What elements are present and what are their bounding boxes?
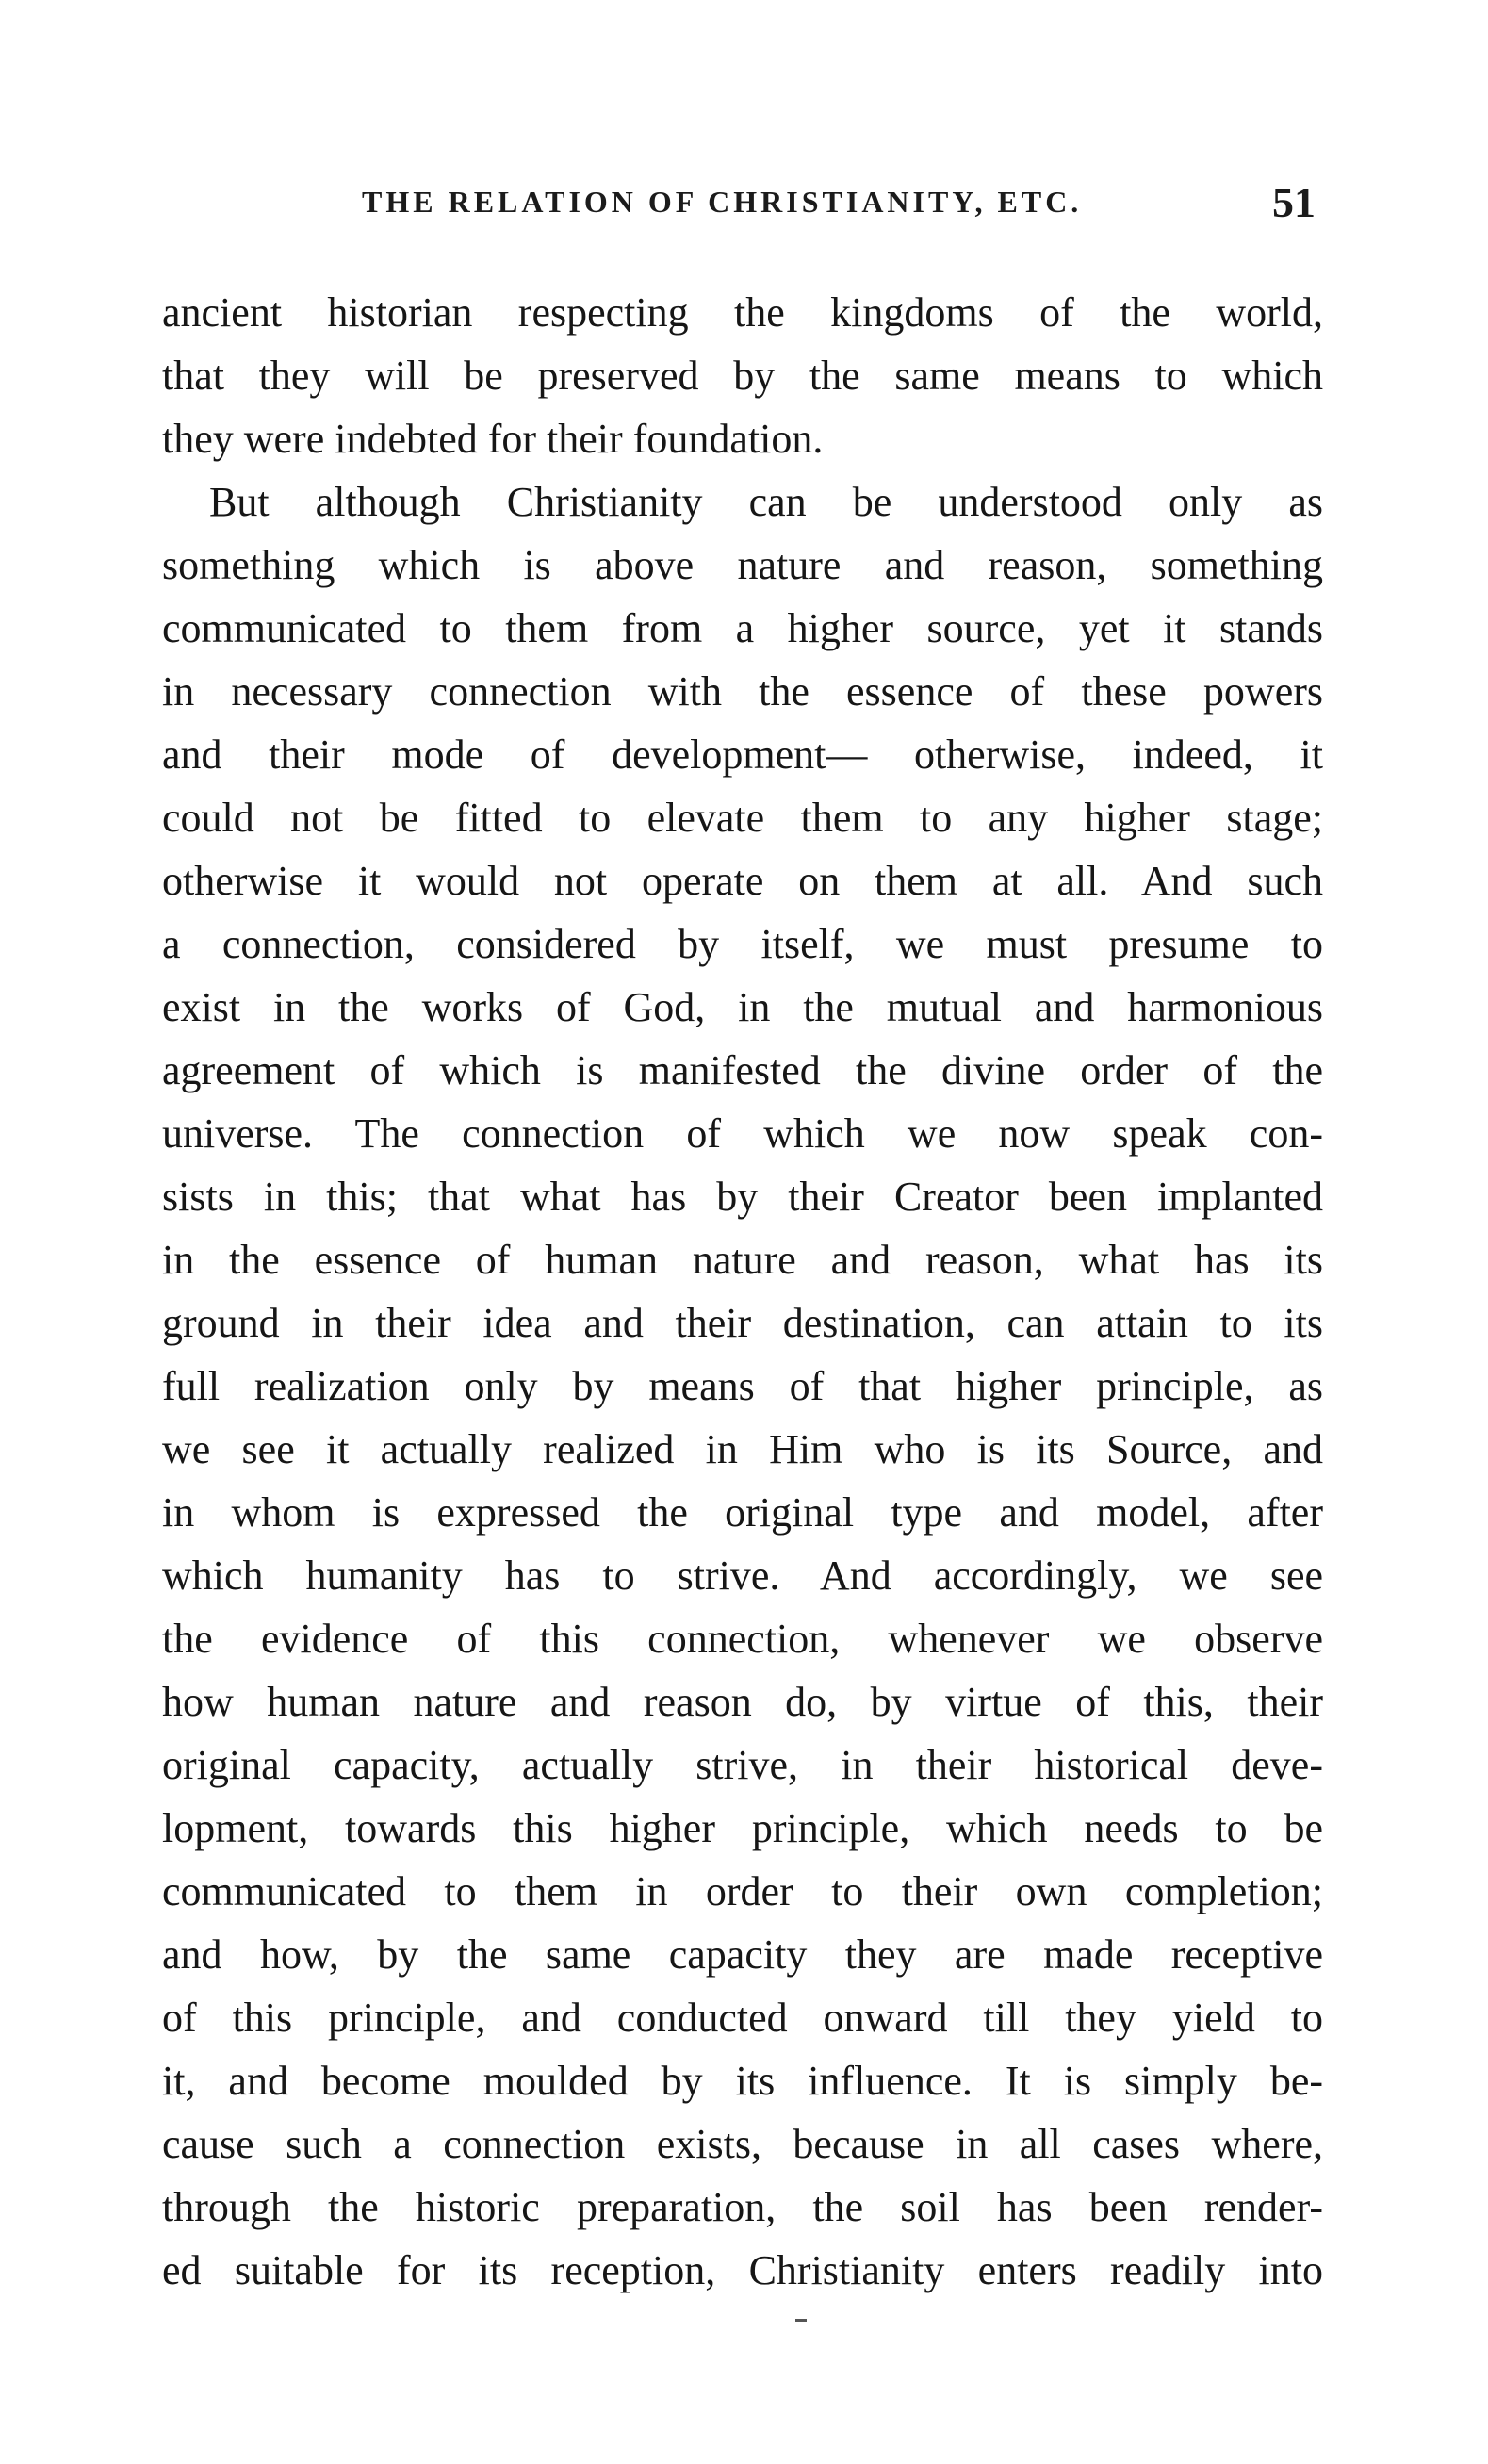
text-line: original capacity, actually strive, in their historical deve- bbox=[162, 1742, 1323, 1788]
text-line: the evidence of this connection, whenever we observe bbox=[162, 1616, 1323, 1662]
text-line: it, and become moulded by its influence. It is simply be- bbox=[162, 2058, 1323, 2104]
body-text bbox=[162, 281, 1323, 2302]
running-head: THE RELATION OF CHRISTIANITY, ETC. bbox=[362, 185, 1083, 219]
text-line: we see it actually realized in Him who is its Source, and bbox=[162, 1426, 1323, 1472]
page-number: 51 bbox=[1272, 178, 1316, 226]
text-line: which humanity has to strive. And accordingly, we see bbox=[162, 1552, 1323, 1599]
text-line: and their mode of development— otherwise, indeed, it bbox=[162, 731, 1323, 778]
text-line: universe. The connection of which we now speak con- bbox=[162, 1110, 1323, 1157]
text-line: through the historic preparation, the soil has been render- bbox=[162, 2184, 1323, 2230]
text-line: they were indebted for their foundation. bbox=[162, 416, 824, 462]
text-line: full realization only by means of that higher principle, as bbox=[162, 1363, 1323, 1409]
text-line: and how, by the same capacity they are made receptive bbox=[162, 1931, 1323, 1978]
text-line: of this principle, and conducted onward till they yield to bbox=[162, 1995, 1323, 2041]
text-line: that they will be preserved by the same means to which bbox=[162, 353, 1323, 399]
text-line: could not be fitted to elevate them to any higher stage; bbox=[162, 795, 1323, 841]
text-line: sists in this; that what has by their Creator been implanted bbox=[162, 1174, 1323, 1220]
text-line: ancient historian respecting the kingdoms of the world, bbox=[162, 289, 1323, 336]
text-line: in whom is expressed the original type and model, after bbox=[162, 1489, 1323, 1536]
text-line: ground in their idea and their destination, can attain to its bbox=[162, 1300, 1323, 1346]
text-line: cause such a connection exists, because in all cases where, bbox=[162, 2121, 1323, 2167]
text-line: agreement of which is manifested the divine order of the bbox=[162, 1047, 1323, 1093]
text-line: exist in the works of God, in the mutual and harmonious bbox=[162, 984, 1323, 1030]
text-line: ed suitable for its reception, Christianity enters readily into bbox=[162, 2247, 1323, 2293]
text-line: lopment, towards this higher principle, which needs to be bbox=[162, 1805, 1323, 1851]
text-line: But although Christianity can be understood only as bbox=[209, 479, 1323, 525]
text-line: communicated to them from a higher source, yet it stands bbox=[162, 605, 1323, 651]
text-line: otherwise it would not operate on them at all. And such bbox=[162, 858, 1323, 904]
text-line: a connection, considered by itself, we must presume to bbox=[162, 921, 1323, 967]
text-line: in the essence of human nature and reason, what has its bbox=[162, 1237, 1323, 1283]
printer-mark bbox=[795, 2319, 807, 2322]
text-line: how human nature and reason do, by virtue of this, their bbox=[162, 1679, 1323, 1725]
text-line: something which is above nature and reason, something bbox=[162, 542, 1323, 588]
text-line: in necessary connection with the essence of these powers bbox=[162, 668, 1323, 715]
text-line: communicated to them in order to their own completion; bbox=[162, 1868, 1323, 1914]
